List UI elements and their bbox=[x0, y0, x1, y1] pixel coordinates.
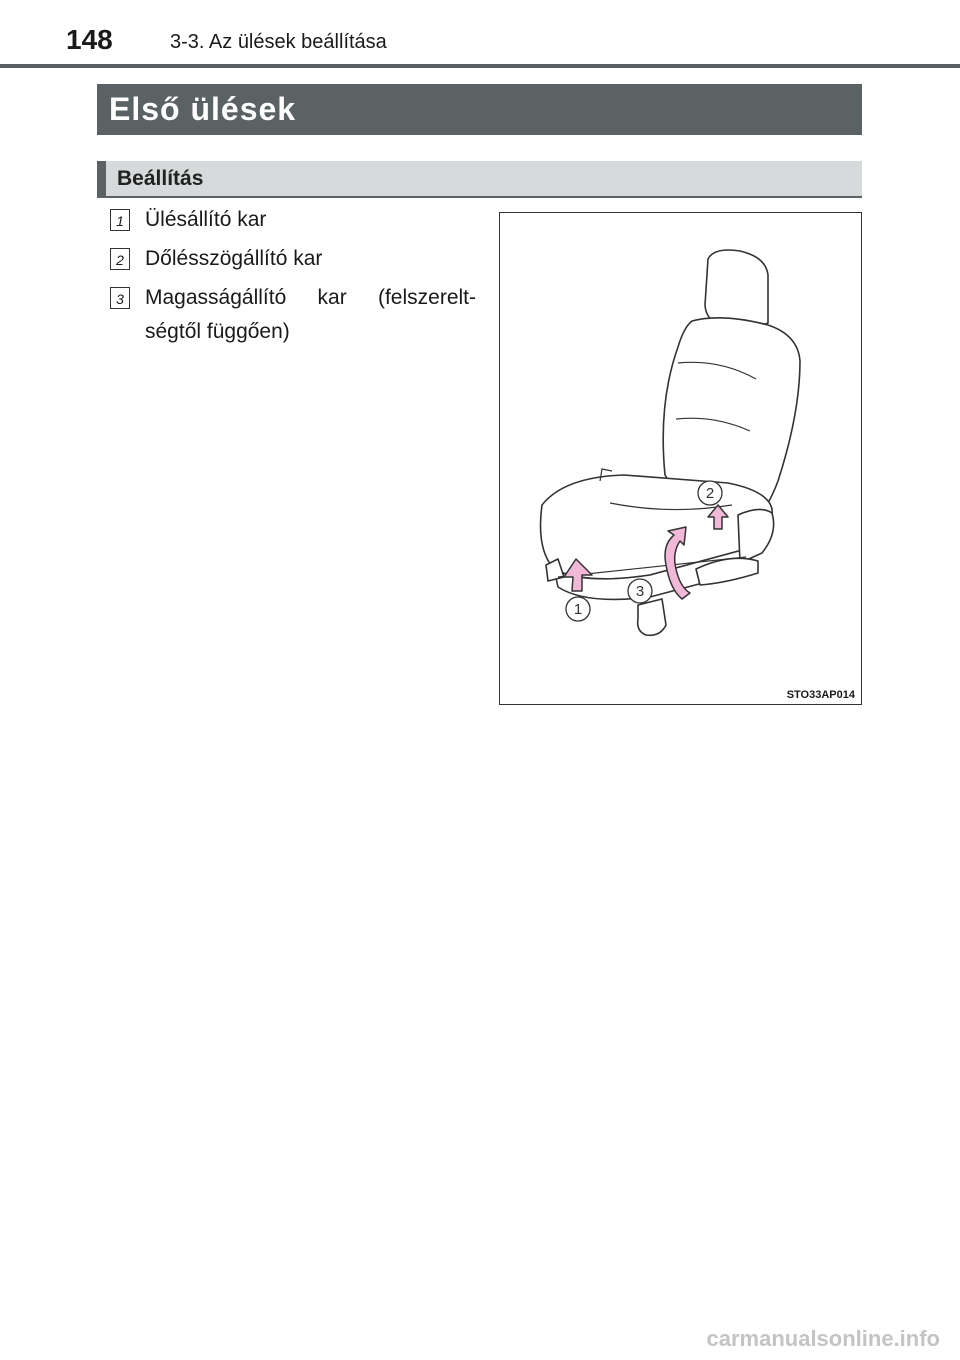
seat-figure bbox=[499, 212, 862, 705]
list-item bbox=[110, 203, 476, 237]
header-rule bbox=[0, 64, 960, 68]
page-title: Első ülések bbox=[97, 84, 862, 135]
subsection-label: Beállítás bbox=[117, 167, 204, 190]
item-number-badge: 3 bbox=[110, 287, 130, 309]
item-text: Dőlésszögállító kar bbox=[145, 247, 323, 270]
item-text: Ülésállító kar bbox=[145, 208, 267, 231]
callout-2: 2 bbox=[705, 485, 715, 502]
callout-3: 3 bbox=[635, 583, 645, 600]
item-number-badge: 2 bbox=[110, 248, 130, 270]
subsection-bar bbox=[97, 161, 862, 198]
subsection-accent bbox=[97, 161, 106, 196]
list-item bbox=[110, 281, 476, 349]
item-number-badge: 1 bbox=[110, 209, 130, 231]
watermark: carmanualsonline.info bbox=[706, 1326, 940, 1351]
seat-illustration bbox=[500, 213, 860, 703]
item-text: Magasságállító kar (felszerelt-ségtől függően) bbox=[145, 286, 476, 343]
list-item bbox=[110, 242, 476, 276]
callout-1: 1 bbox=[573, 601, 583, 618]
section-title: 3-3. Az ülések beállítása bbox=[170, 31, 387, 53]
page-number: 148 bbox=[66, 24, 113, 55]
figure-code: STO33AP014 bbox=[786, 689, 855, 701]
